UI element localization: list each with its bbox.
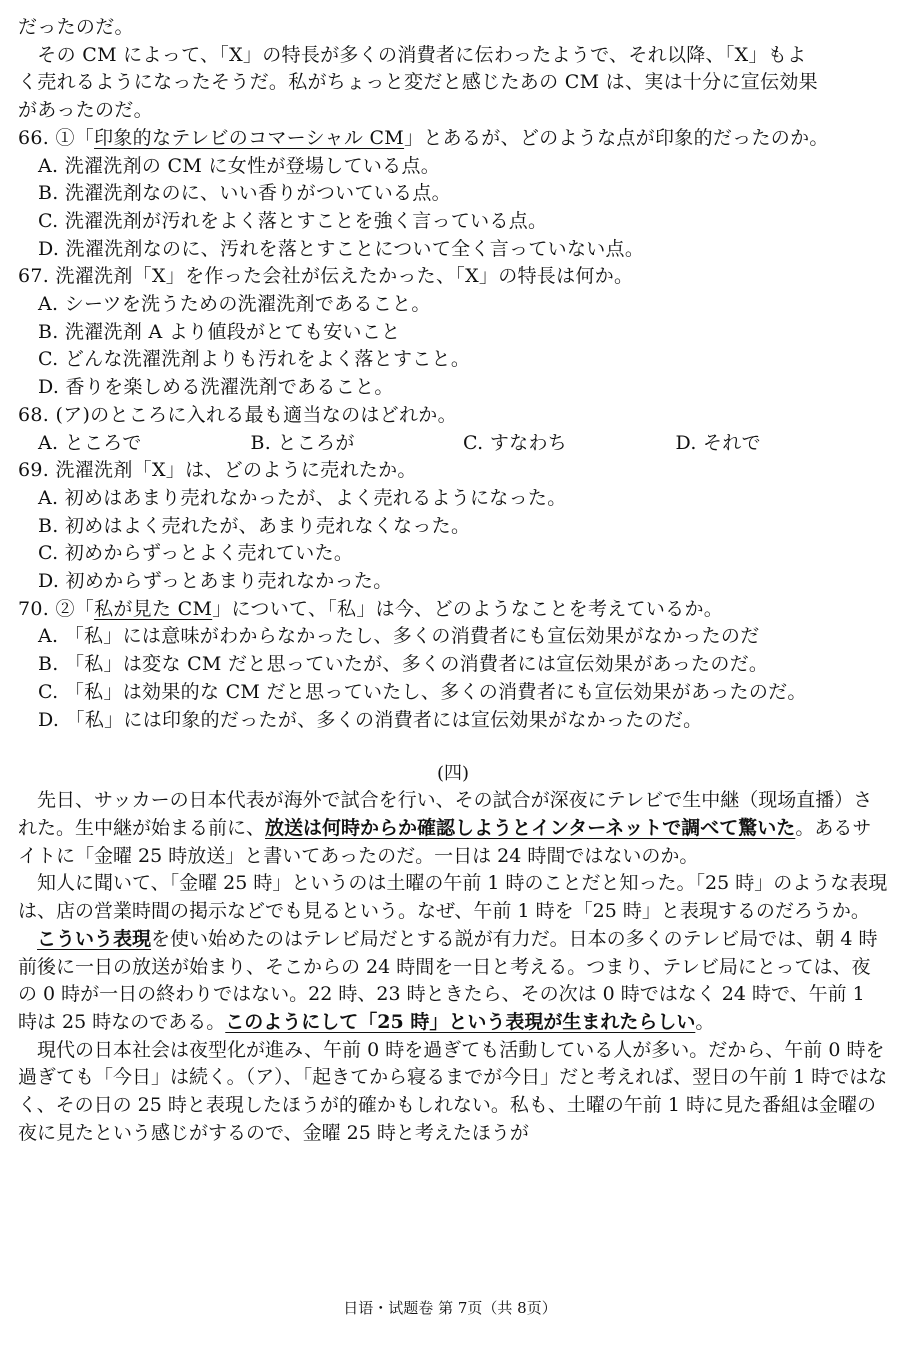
option-c: C. どんな洗濯洗剤よりも汚れをよく落とすこと。: [38, 348, 471, 371]
paragraph: 先日、サッカーの日本代表が海外で試合を行い、その試合が深夜にテレビで生中継（现场直播）された。生中継が始まる前に、放送は何時からか確認しようとインターネットで調べて驚いた。あるサイトに「金曜 25 時放送」と書いてあったのだ。一日は 24 時間ではないのか。: [18, 789, 873, 867]
text-line: く売れるようになったそうだ。私がちょっと変だと感じたあの CM は、実は十分に宣伝効果: [18, 71, 818, 94]
page-footer: 日语・试题卷 第 7页（共 8页）: [343, 1299, 557, 1317]
underlined-phrase: このようにして「25 時」という表現が生まれたらしい: [225, 1010, 696, 1033]
underlined-phrase: 放送は何時からか確認しようとインターネットで調べて驚いた: [265, 816, 796, 839]
underlined-phrase: 印象的なテレビのコマーシャル CM: [94, 126, 405, 149]
option-d: D. 香りを楽しめる洗濯洗剤であること。: [38, 376, 394, 399]
option-a: A. シーツを洗うための洗濯洗剤であること。: [38, 293, 431, 316]
question-69: [18, 457, 888, 596]
text-line: だったのだ。: [18, 16, 134, 38]
question-stem: 68. (ア)のところに入れる最も適当なのはどれか。: [18, 403, 457, 426]
exam-page: [18, 14, 888, 1147]
underlined-phrase: こういう表現: [37, 927, 152, 950]
passage-end: [18, 14, 888, 125]
question-67: [18, 263, 888, 402]
paragraph: 現代の日本社会は夜型化が進み、午前 0 時を過ぎても活動している人が多い。だから、午前 0 時を過ぎても「今日」は続く。（ア）、「起きてから寝るまでが今日」だと考えれば、翌日の午前 1 時ではなく、その日の 25 時と表現したほうが的確かもしれない。私も、土曜の午前 1 時に見た番組は金曜の夜に見たという感じがするので、金曜 25 時と考えたほうが: [18, 1038, 888, 1144]
option-a: A. 初めはあまり売れなかったが、よく売れるようになった。: [38, 486, 567, 509]
section-4-passage: [18, 787, 888, 1147]
option-d: D. 洗濯洗剤なのに、汚れを落とすことについて全く言っていない点。: [38, 237, 645, 260]
question-stem: 70. ②「私が見た CM」について、「私」は今、どのようなことを考えているか。: [18, 597, 724, 620]
option-d: D. 「私」には印象的だったが、多くの消費者には宣伝効果がなかったのだ。: [38, 708, 703, 731]
question-66: [18, 125, 888, 264]
text-line: があったのだ。: [18, 99, 153, 122]
option-b: B. 「私」は変な CM だと思っていたが、多くの消費者には宣伝効果があったのだ。: [38, 653, 769, 676]
question-stem: 69. 洗濯洗剤「X」は、どのように売れたか。: [18, 459, 417, 482]
text-line: その CM によって、「X」の特長が多くの消費者に伝わったようで、それ以降、「X」もよ: [18, 43, 807, 66]
option-a: A. 洗濯洗剤の CM に女性が登場している点。: [38, 154, 441, 177]
option-d: D. 初めからずっとあまり売れなかった。: [38, 570, 393, 593]
option-c: C. 初めからずっとよく売れていた。: [38, 542, 354, 565]
option-d: D. それで: [675, 431, 761, 454]
paragraph: 知人に聞いて、「金曜 25 時」というのは土曜の午前 1 時のことだと知った。「25 時」のような表現は、店の営業時間の掲示などでも見るという。なぜ、午前 1 時を「25 時」と表現するのだろうか。: [18, 872, 888, 923]
paragraph: こういう表現を使い始めたのはテレビ局だとする説が有力だ。日本の多くのテレビ局では、朝 4 時前後に一日の放送が始まり、そこからの 24 時間を一日と考える。つまり、テレビ局にとっては、夜の 0 時が一日の終わりではない。22 時、23 時ときたら、その次は 0 時ではなく 24 時で、午前 1 時は 25 時なのである。このようにして「25 時」という表現が生まれたらしい。: [18, 927, 878, 1033]
options-row: [18, 430, 888, 458]
option-b: B. 洗濯洗剤 A より値段がとても安いこと: [38, 320, 401, 343]
option-c: C. すなわち: [463, 431, 568, 454]
question-68: [18, 402, 888, 457]
question-stem: 66. ①「印象的なテレビのコマーシャル CM」とあるが、どのような点が印象的だったのか。: [18, 126, 829, 149]
option-c: C. 洗濯洗剤が汚れをよく落とすことを強く言っている点。: [38, 209, 548, 232]
option-b: B. ところが: [250, 431, 355, 454]
option-a: A. 「私」には意味がわからなかったし、多くの消費者にも宣伝効果がなかったのだ: [38, 625, 760, 648]
option-c: C. 「私」は効果的な CM だと思っていたし、多くの消費者にも宣伝効果があったのだ。: [38, 680, 807, 703]
option-b: B. 初めはよく売れたが、あまり売れなくなった。: [38, 514, 471, 537]
option-a: A. ところで: [38, 431, 142, 454]
question-70: [18, 596, 888, 735]
option-b: B. 洗濯洗剤なのに、いい香りがついている点。: [38, 182, 451, 205]
underlined-phrase: 私が見た CM: [94, 597, 213, 620]
question-stem: 67. 洗濯洗剤「X」を作った会社が伝えたかった、「X」の特長は何か。: [18, 265, 634, 288]
section-heading: (四): [436, 763, 470, 785]
